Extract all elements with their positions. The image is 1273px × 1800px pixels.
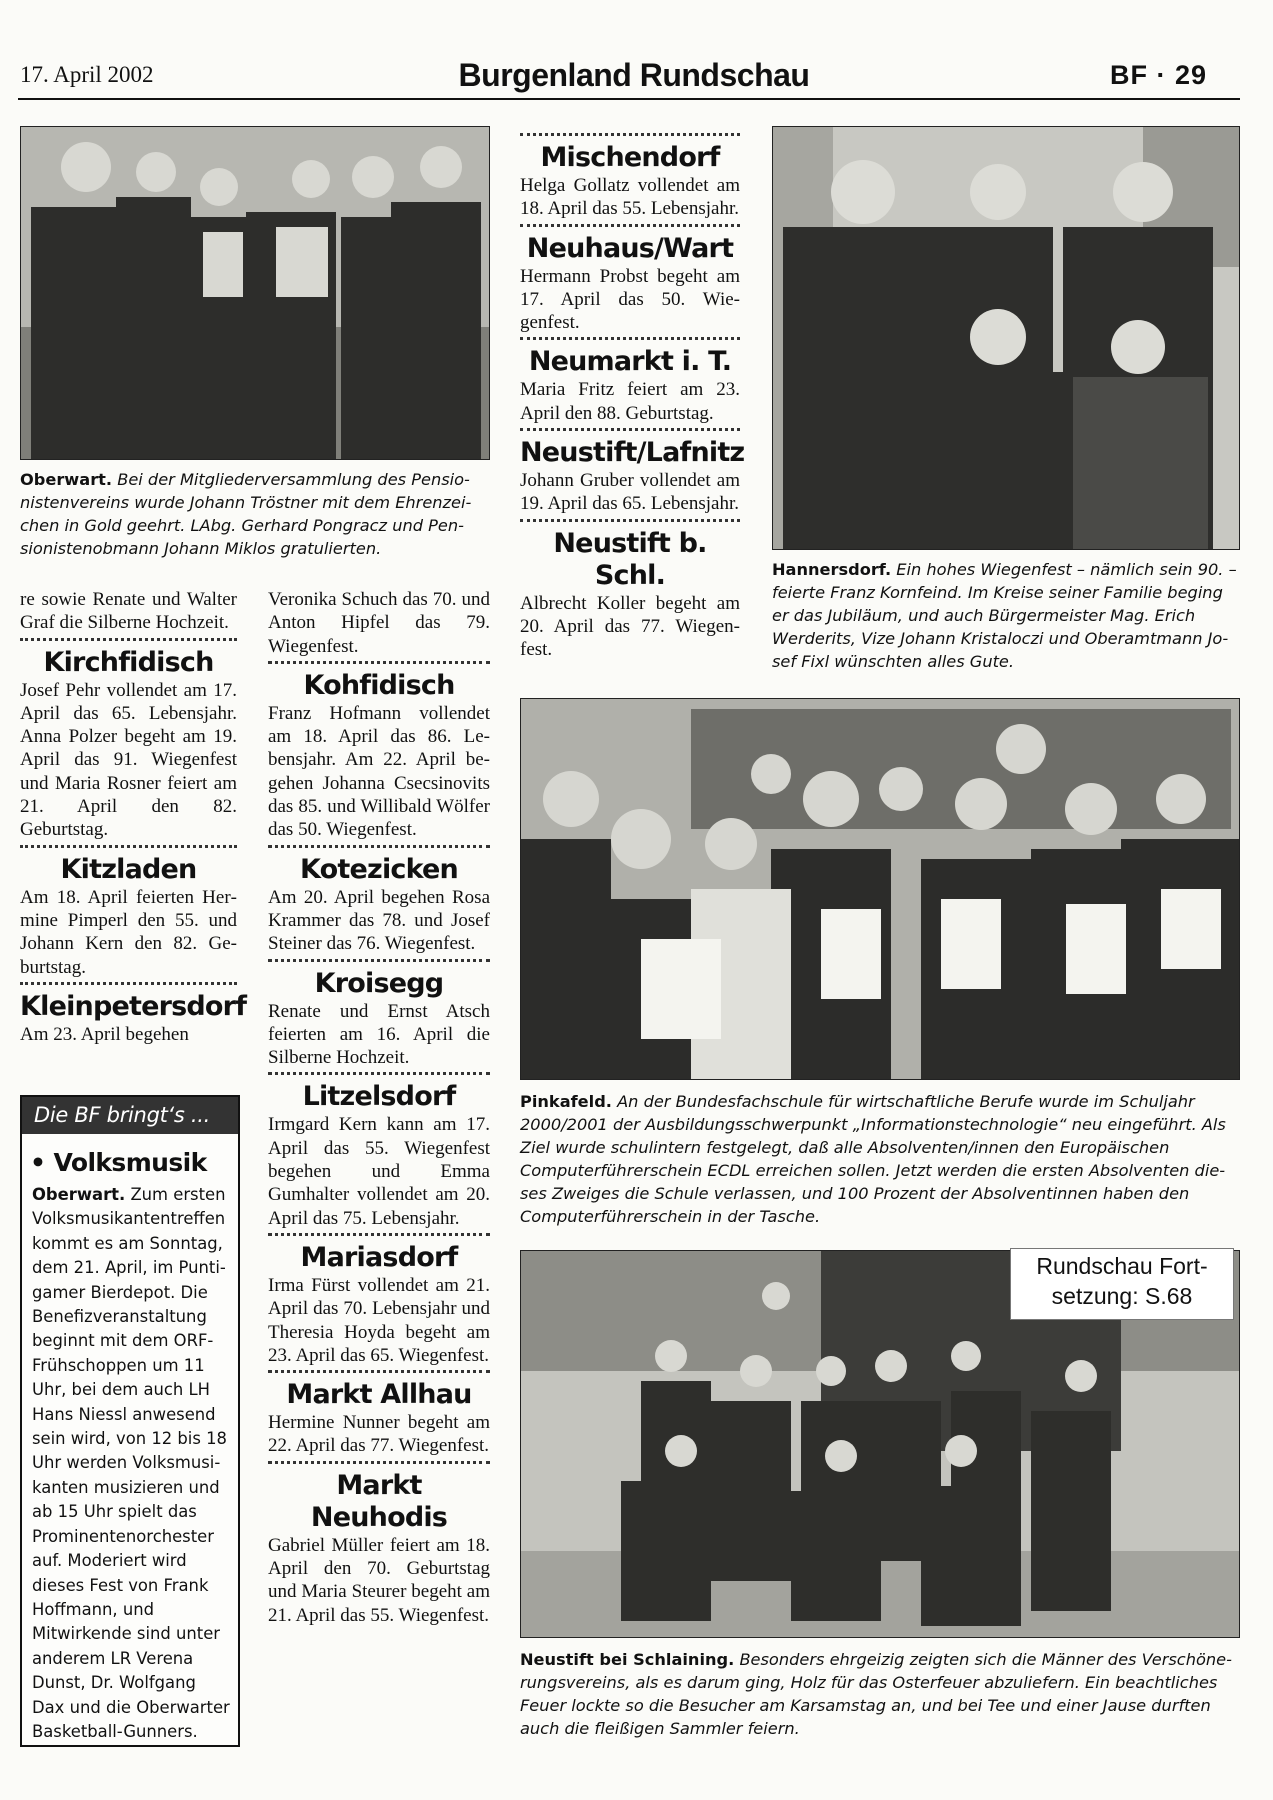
caption-neustift-place: Neustift bei Schlaining. <box>520 1650 735 1669</box>
village-name: Kleinpetersdorf <box>20 990 247 1022</box>
village-name: Litzelsdorf <box>302 1081 456 1113</box>
village-text: Renate und Ernst Atsch feierten am 16. April die Silberne Hochzeit. <box>268 1000 490 1069</box>
caption-neustift-text: Besonders ehrgeizig zeigten sich die Männer des Verschönerungsvereins, als es darum ging, Holz für das Osterfeuer abzuliefern. Ein beachtliches Feuer lockte so die Besucher am Karsamstag an, und bei Tee und einer Jause durften auch die fleißigen Sammler feiern. <box>520 1650 1232 1738</box>
col2-intro: Veronika Schuch das 70. und Anton Hipfel das 79. Wiegenfest. <box>268 589 490 657</box>
village-name: Kroisegg <box>314 967 444 999</box>
village-name: Mariasdorf <box>300 1241 458 1273</box>
separator <box>268 959 490 962</box>
column-2 <box>268 588 490 1627</box>
village-name: Kirchfidisch <box>43 646 214 678</box>
caption-hannersdorf-text: Ein hohes Wiegenfest – nämlich sein 90. – feierte Franz Kornfeind. Im Kreise seiner Familie beging er das Jubiläum, und auch Bürgermeister Mag. Erich Werderits, Vize Johann Kristaloczi und Oberamtmann Josef Fixl wünschten alles Gute. <box>772 560 1237 671</box>
separator <box>20 638 237 641</box>
separator <box>268 661 490 664</box>
separator <box>268 1233 490 1236</box>
list-item <box>520 437 745 516</box>
separator <box>520 133 740 136</box>
continuation-notice <box>1010 1248 1234 1320</box>
caption-hannersdorf-place: Hannersdorf. <box>772 560 892 579</box>
list-item <box>268 1081 490 1229</box>
village-name: Neuhaus/Wart <box>526 232 734 264</box>
village-text: Am 20. April begehen Rosa Krammer das 78. und Josef Steiner das 76. Wiegenfest. <box>268 886 490 955</box>
info-box <box>20 1095 240 1747</box>
separator <box>268 1072 490 1075</box>
village-text: Irma Fürst vollendet am 21. April das 70. Lebensjahr und Theresia Hoyda begeht am 23. April das 65. Wiegenfest. <box>268 1274 490 1366</box>
caption-neustift <box>520 1648 1238 1740</box>
info-box-heading: Die BF bringt‘s ... <box>22 1097 238 1134</box>
column-3 <box>520 130 745 662</box>
village-name: Mischendorf <box>540 142 720 173</box>
village-text: Josef Pehr vollendet am 17. April das 65. Lebensjahr. Anna Polzer begeht am 19. April das 91. Wiegenfest und Maria Rosner feiert am 21. April den 82. Geburtstag. <box>20 679 237 841</box>
list-item <box>268 1379 490 1458</box>
column-1 <box>20 588 247 1046</box>
notice-line1: Rundschau Fort- <box>1036 1253 1208 1279</box>
separator <box>20 982 237 985</box>
caption-pinkafeld <box>520 1090 1238 1228</box>
list-item <box>20 854 237 979</box>
info-box-place: Oberwart. <box>32 1185 126 1204</box>
list-item <box>520 233 740 335</box>
village-text: Gabriel Müller feiert am 18. April den 70. Geburtstag und Maria Steurer begeht am 21. April das 55. Wiegenfest. <box>268 1534 490 1626</box>
village-name: Markt Neuhodis <box>310 1469 448 1533</box>
village-text: Am 23. April begehen <box>20 1023 189 1045</box>
photo-pinkafeld <box>520 698 1240 1080</box>
page-number: BF · 29 <box>1110 60 1208 90</box>
list-item <box>268 968 490 1070</box>
village-text: Helga Gollatz vollendet am 18. April das 55. Lebensjahr. <box>520 175 740 220</box>
village-text: Albrecht Koller begeht am 20. April das 77. Wiegenfest. <box>520 592 740 661</box>
village-name: Neustift/Lafnitz <box>520 437 745 469</box>
list-item <box>268 1470 490 1627</box>
caption-pinkafeld-place: Pinkafeld. <box>520 1092 612 1111</box>
village-name: Kitzladen <box>60 853 197 885</box>
list-item <box>268 1242 490 1367</box>
village-text: Johann Gruber vollendet am 19. April das 65. Lebensjahr. <box>520 470 740 515</box>
caption-pinkafeld-text: An der Bundesfachschule für wirtschaftliche Berufe wurde im Schuljahr 2000/2001 der Ausbildungsschwerpunkt „Informationstechnologie“ neu eingeführt. Als Ziel wurde schulintern festgelegt, daß alle Absolventen/innen den Europäischen Computerführerschein ECDL erreichen sollen. Jetzt werden die ersten Absolventen dieses Zweiges die Schule verlassen, und 100 Prozent der Absolventinnen haben den Computerführerschein in der Tasche. <box>520 1092 1226 1226</box>
photo-hannersdorf <box>772 126 1240 550</box>
village-text: Hermann Probst begeht am 17. April das 50. Wiegenfest. <box>520 265 740 334</box>
village-text: Hermine Nunner begeht am 22. April das 77. Wiegenfest. <box>268 1412 490 1457</box>
separator <box>520 337 740 340</box>
separator <box>268 1461 490 1464</box>
village-name: Neumarkt i. T. <box>528 346 732 378</box>
village-text: Am 18. April feierten Hermine Pimperl den 55. und Johann Kern den 82. Geburtstag. <box>20 886 237 978</box>
list-item <box>20 990 247 1046</box>
list-item <box>268 854 490 956</box>
list-item <box>20 647 237 842</box>
separator <box>268 845 490 848</box>
list-item <box>268 670 490 842</box>
separator <box>520 428 740 431</box>
village-name: Kohfidisch <box>303 669 455 701</box>
photo-oberwart <box>20 126 490 460</box>
caption-oberwart <box>20 468 488 560</box>
issue-date: 17. April 2002 <box>20 62 154 87</box>
info-box-text <box>22 1183 238 1744</box>
village-name: Neustift b. Schl. <box>553 527 707 591</box>
separator <box>520 224 740 227</box>
village-text: Franz Hofmann vollendet am 18. April das 86. Lebensjahr. Am 22. April begehen Johanna Csecsinovits das 85. und Willibald Wölfer das 50. Wiegenfest. <box>268 702 490 841</box>
separator <box>268 1370 490 1373</box>
col1-intro: re sowie Renate und Walter Graf die Silberne Hochzeit. <box>20 589 237 634</box>
village-name: Kotezicken <box>300 853 458 885</box>
info-box-topic: • Volksmusik <box>30 1148 207 1177</box>
notice-line2: setzung: S.68 <box>1051 1283 1193 1309</box>
info-box-body: Zum ersten Volksmusikantentreffen kommt es am Sonntag, dem 21. April, im Puntigamer Bierdepot. Die Benefizveranstaltung beginnt mit dem ORF-Frühschoppen um 11 Uhr, bei dem auch LH Hans Niessl anwesend sein wird, von 12 bis 18 Uhr werden Volksmusikanten musizieren und ab 15 Uhr spielt das Prominentenorchester auf. Moderiert wird dieses Fest von Frank Hoffmann, und Mitwirkende sind unter anderem LR Verena Dunst, Dr. Wolfgang Dax und die Oberwarter Basketball-Gunners. <box>32 1185 230 1741</box>
separator <box>20 845 237 848</box>
header-rule <box>18 98 1240 100</box>
village-text: Irmgard Kern kann am 17. April das 55. Wiegenfest begehen und Emma Gumhalter vollendet am 20. April das 75. Lebensjahr. <box>268 1114 490 1229</box>
caption-oberwart-place: Oberwart. <box>20 470 113 489</box>
village-text: Maria Fritz feiert am 23. April den 88. Geburtstag. <box>520 379 740 424</box>
village-name: Markt Allhau <box>286 1379 472 1411</box>
caption-oberwart-text: Bei der Mitgliederversammlung des Pensionistenvereins wurde Johann Tröstner mit dem Ehrenzeichen in Gold geehrt. LAbg. Gerhard Pongracz und Pensionistenobmann Johann Miklos gratulierten. <box>20 470 472 558</box>
list-item <box>520 346 740 425</box>
caption-hannersdorf <box>772 558 1238 673</box>
list-item <box>520 528 740 662</box>
newspaper-title: Burgenland Rundschau <box>458 57 810 93</box>
separator <box>520 519 740 522</box>
list-item <box>520 142 740 221</box>
